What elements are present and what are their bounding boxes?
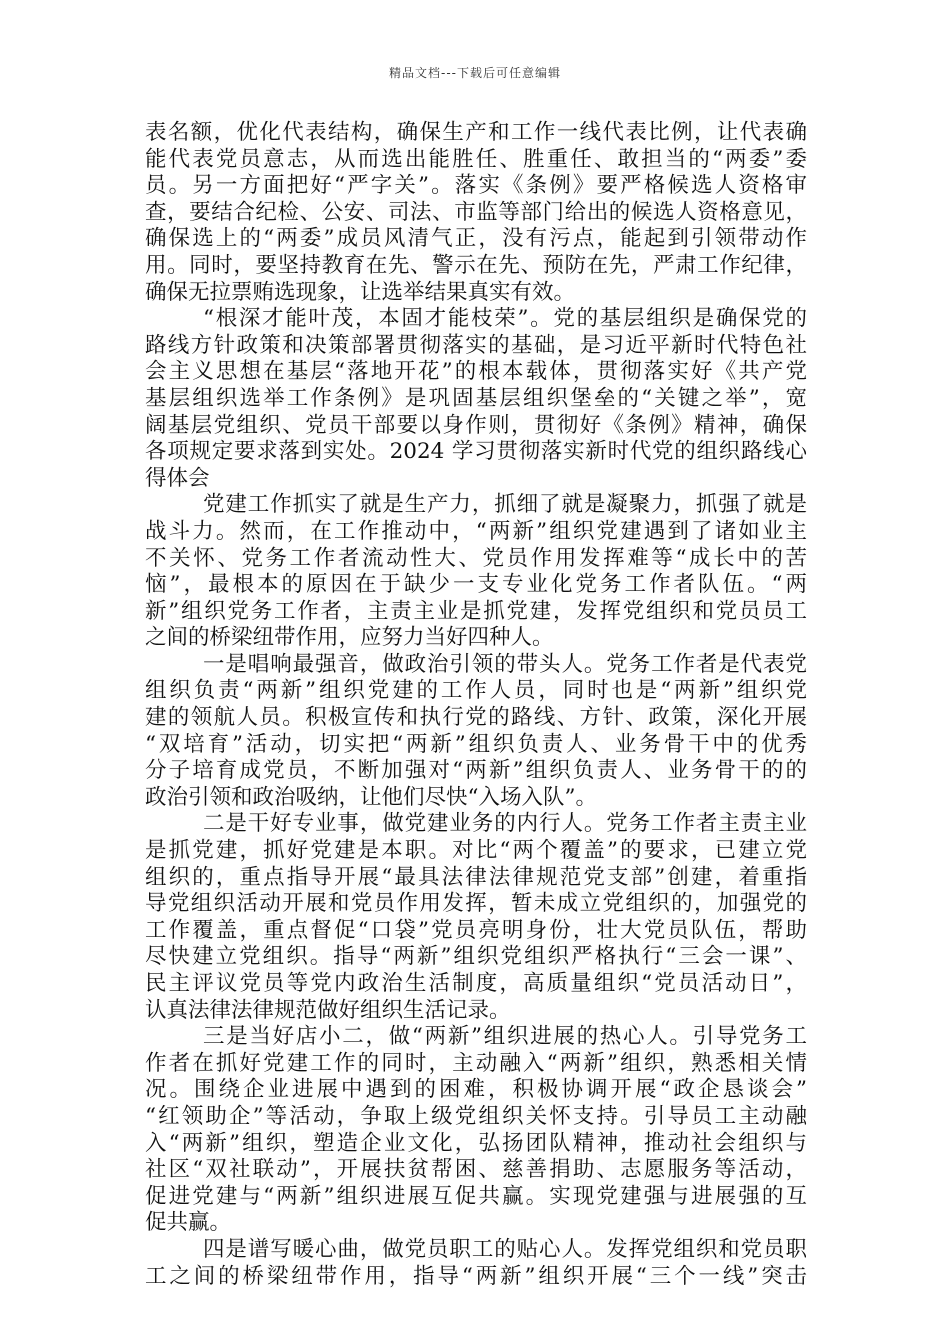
page-header: 精品文档---下载后可任意编辑 bbox=[389, 66, 561, 80]
text-line: 新”组织党务工作者，主责主业是抓党建，发挥党组织和党员员工 bbox=[145, 598, 807, 624]
text-line: 能代表党员意志，从而选出能胜任、胜重任、敢担当的“两委”委 bbox=[145, 146, 807, 172]
text-line: 促进党建与“两新”组织进展互促共赢。实现党建强与进展强的互 bbox=[145, 1183, 807, 1209]
text-line: 各项规定要求落到实处。2024 学习贯彻落实新时代党的组织路线心 bbox=[145, 439, 807, 465]
text-line: 不关怀、党务工作者流动性大、党员作用发挥难等“成长中的苦 bbox=[145, 545, 807, 571]
text-line: 尽快建立党组织。指导“两新”组织党组织严格执行“三会一课”、 bbox=[145, 944, 807, 970]
text-line: 组织负责“两新”组织党建的工作人员，同时也是“两新”组织党 bbox=[145, 678, 807, 704]
text-line: 查，要结合纪检、公安、司法、市监等部门给出的候选人资格意见， bbox=[145, 199, 807, 225]
text-line: 组织的，重点指导开展“最具法律法律规范党支部”创建，着重指 bbox=[145, 864, 807, 890]
text-line: 战斗力。然而，在工作推动中，“两新”组织党建遇到了诸如业主 bbox=[145, 518, 807, 544]
text-line: 导党组织活动开展和党员作用发挥，暂未成立党组织的，加强党的 bbox=[145, 891, 807, 917]
text-line: 三是当好店小二，做“两新”组织进展的热心人。引导党务工 bbox=[203, 1024, 807, 1050]
text-line: 恼”，最根本的原因在于缺少一支专业化党务工作者队伍。“两 bbox=[145, 572, 807, 598]
text-line: 况。围绕企业进展中遇到的困难，积极协调开展“政企恳谈会” bbox=[145, 1077, 807, 1103]
text-line: 入“两新”组织，塑造企业文化，弘扬团队精神，推动社会组织与 bbox=[145, 1130, 807, 1156]
text-line: 用。同时，要坚持教育在先、警示在先、预防在先，严肃工作纪律， bbox=[145, 252, 807, 278]
text-line: 确保选上的“两委”成员风清气正，没有污点，能起到引领带动作 bbox=[145, 226, 807, 252]
text-line: 确保无拉票贿选现象，让选举结果真实有效。 bbox=[145, 279, 576, 305]
text-line: 民主评议党员等党内政治生活制度，高质量组织“党员活动日”， bbox=[145, 971, 807, 996]
text-line: 党建工作抓实了就是生产力，抓细了就是凝聚力，抓强了就是 bbox=[203, 492, 807, 518]
text-line: 会主义思想在基层“落地开花”的根本载体，贯彻落实好《共产党 bbox=[145, 359, 807, 385]
text-line: 认真法律法律规范做好组织生活记录。 bbox=[145, 997, 511, 1023]
document-body bbox=[145, 120, 807, 1290]
text-line: 阔基层党组织、党员干部要以身作则，贯彻好《条例》精神，确保 bbox=[145, 412, 807, 438]
text-line: 是抓党建，抓好党建是本职。对比“两个覆盖”的要求，已建立党 bbox=[145, 838, 807, 864]
text-line: 之间的桥梁纽带作用，应努力当好四种人。 bbox=[145, 625, 554, 651]
text-line: 路线方针政策和决策部署贯彻落实的基础，是习近平新时代特色社 bbox=[145, 332, 807, 358]
text-line: 工作覆盖，重点督促“口袋”党员亮明身份，壮大党员队伍，帮助 bbox=[145, 917, 807, 943]
text-line: 建的领航人员。积极宣传和执行党的路线、方针、政策，深化开展 bbox=[145, 705, 807, 731]
text-line: 四是谱写暖心曲，做党员职工的贴心人。发挥党组织和党员职 bbox=[203, 1236, 807, 1262]
text-line: 基层组织选举工作条例》是巩固基层组织堡垒的“关键之举”，宽 bbox=[145, 385, 807, 411]
text-line: 得体会 bbox=[145, 465, 210, 491]
text-line: 二是干好专业事，做党建业务的内行人。党务工作者主责主业 bbox=[203, 811, 807, 837]
text-line: 政治引领和政治吸纳，让他们尽快“入场入队”。 bbox=[145, 784, 597, 810]
text-line: “根深才能叶茂，本固才能枝荣”。党的基层组织是确保党的 bbox=[203, 306, 807, 332]
text-line: 社区“双社联动”，开展扶贫帮困、慈善捐助、志愿服务等活动， bbox=[145, 1157, 807, 1183]
text-line: “双培育”活动，切实把“两新”组织负责人、业务骨干中的优秀 bbox=[145, 731, 807, 757]
text-line: 一是唱响最强音，做政治引领的带头人。党务工作者是代表党 bbox=[203, 651, 807, 677]
text-line: 分子培育成党员，不断加强对“两新”组织负责人、业务骨干的的 bbox=[145, 758, 807, 784]
text-line: “红领助企”等活动，争取上级党组织关怀支持。引导员工主动融 bbox=[145, 1103, 807, 1129]
text-line: 作者在抓好党建工作的同时，主动融入“两新”组织，熟悉相关情 bbox=[145, 1050, 807, 1076]
text-line: 促共赢。 bbox=[145, 1210, 232, 1236]
text-line: 工之间的桥梁纽带作用，指导“两新”组织开展“三个一线”突击 bbox=[145, 1263, 807, 1289]
text-line: 员。另一方面把好“严字关”。落实《条例》要严格候选人资格审 bbox=[145, 173, 807, 199]
text-line: 表名额，优化代表结构，确保生产和工作一线代表比例，让代表确 bbox=[145, 120, 807, 145]
